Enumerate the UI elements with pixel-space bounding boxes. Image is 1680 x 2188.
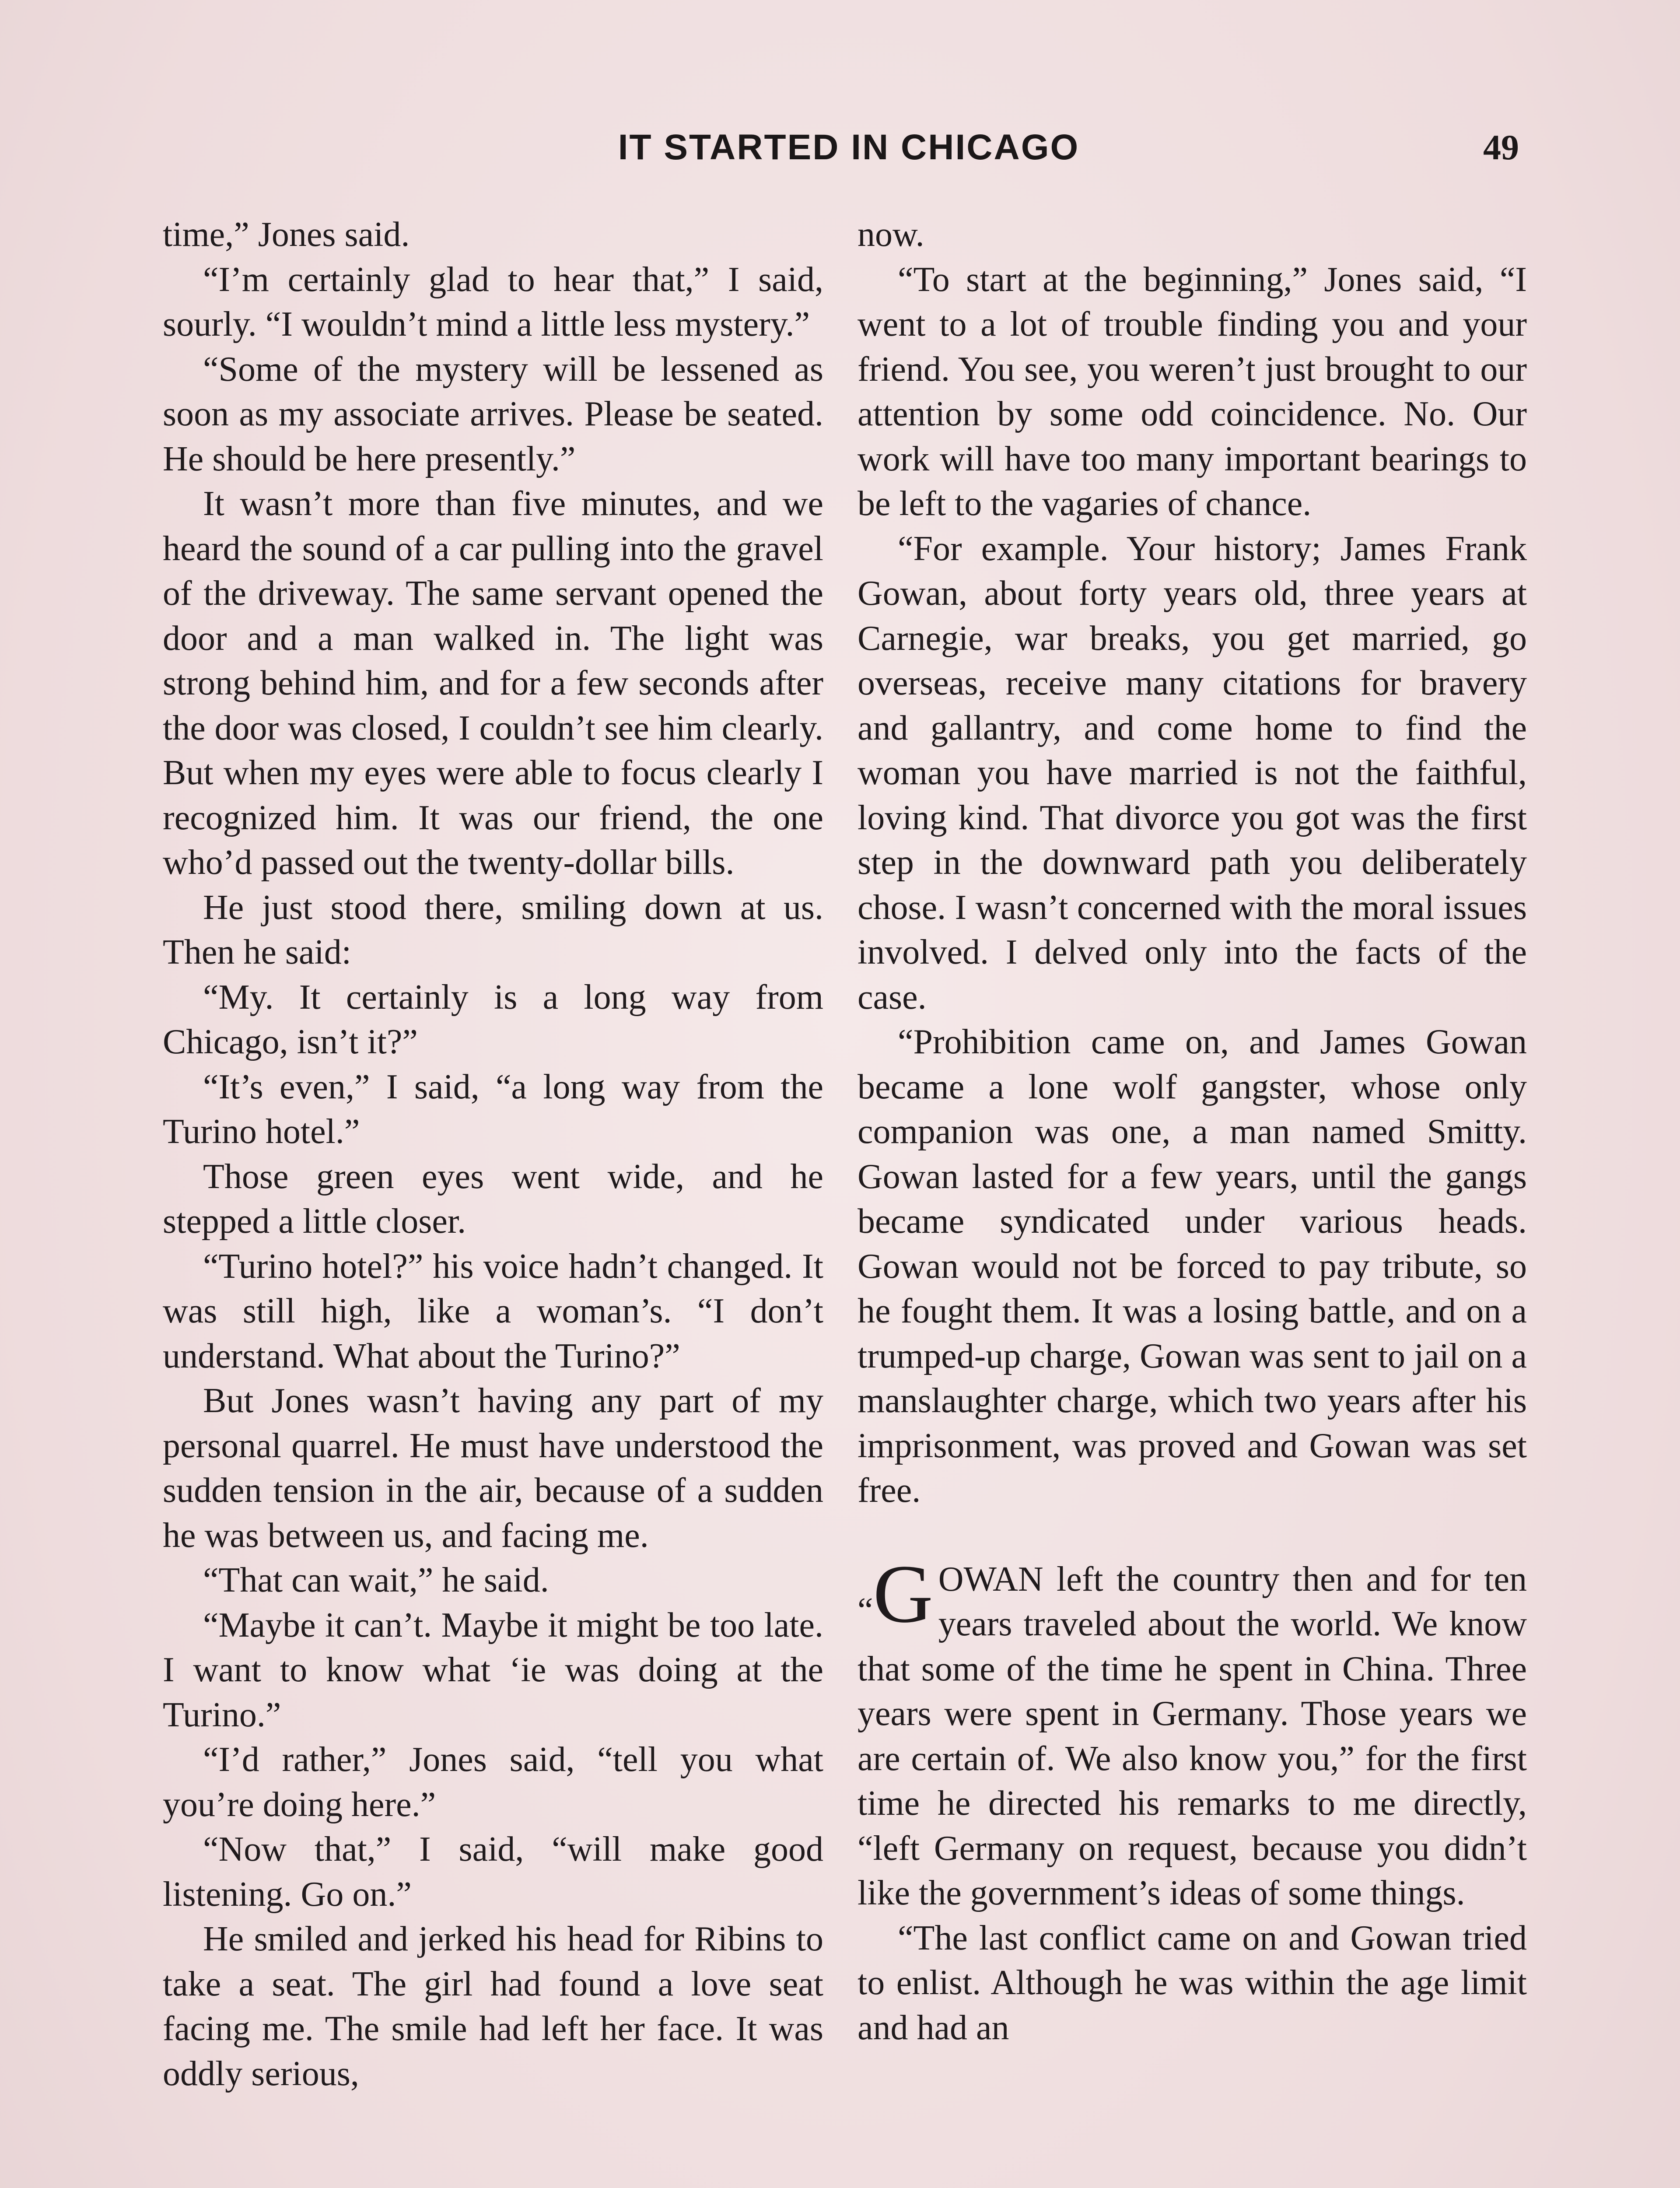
drop-cap-letter: G — [873, 1548, 933, 1640]
section-opening-text: OWAN left the country then and for ten years traveled about the world. We know that some of the time he spent in China. Three years were spent in Germany. Those years we are certain of. We also know you,” for the first time he directed his remarks to me directly, “left Germany on request, because you didn’t like the government’s ideas of some things. — [858, 1560, 1527, 1912]
left-column — [163, 212, 823, 2096]
paragraph: “It’s even,” I said, “a long way from the Turino hotel.” — [163, 1067, 823, 1151]
paragraph: time,” Jones said. — [163, 215, 410, 254]
running-title: IT STARTED IN CHICAGO — [618, 127, 1080, 167]
paragraph: “I’d rather,” Jones said, “tell you what you’re doing here.” — [163, 1740, 823, 1824]
drop-cap-quote: “ — [858, 1591, 873, 1630]
paragraph: “Turino hotel?” his voice hadn’t changed. It was still high, like a woman’s. “I don’t understand. What about the Turino?” — [163, 1247, 823, 1375]
section-opening-paragraph — [858, 1548, 1527, 1916]
paragraph: Those green eyes went wide, and he stepped a little closer. — [163, 1157, 823, 1241]
paragraph: “Prohibition came on, and James Gowan became a lone wolf gangster, whose only companion was one, a man named Smitty. Gowan lasted for a few years, until the gangs became syndicated under various heads. Gowan would not be forced to pay tribute, so he fought them. It was a losing battle, and on a trumped-up charge, Gowan was sent to jail on a manslaughter charge, which two years after his imprisonment, was proved and Gowan was set free. — [858, 1023, 1527, 1510]
paragraph: “Maybe it can’t. Maybe it might be too late. I want to know what ‘ie was doing at the Turino.” — [163, 1606, 823, 1734]
paragraph: “The last conflict came on and Gowan tried to enlist. Although he was within the age limit and had an — [858, 1918, 1527, 2047]
paragraph: But Jones wasn’t having any part of my personal quarrel. He must have understood the sudden tension in the air, because of a sudden he was between us, and facing me. — [163, 1382, 823, 1555]
paragraph: now. — [858, 215, 924, 254]
paragraph: “That can wait,” he said. — [203, 1561, 549, 1599]
right-column — [858, 212, 1527, 2050]
paragraph: “For example. Your history; James Frank Gowan, about forty years old, three years at Carnegie, war breaks, you get married, go overseas, receive many citations for bravery and gallantry, and come home to find the woman you have married is not the faithful, loving kind. That divorce you got was the first step in the downward path you deliberately chose. I wasn’t concerned with the moral issues involved. I delved only into the facts of the case. — [858, 529, 1527, 1017]
drop-cap — [858, 1548, 933, 1643]
paragraph: He just stood there, smiling down at us. Then he said: — [163, 888, 823, 971]
paragraph: It wasn’t more than five minutes, and we heard the sound of a car pulling into the gravel of the driveway. The same servant opened the door and a man walked in. The light was strong behind him, and for a few seconds after the door was closed, I couldn’t see him clearly. But when my eyes were able to focus clearly I recognized him. It was our friend, the one who’d passed out the twenty-dollar bills. — [163, 484, 823, 882]
paragraph: “I’m certainly glad to hear that,” I said, sourly. “I wouldn’t mind a little less mystery.” — [163, 260, 823, 344]
page-number: 49 — [1483, 127, 1519, 167]
paragraph: “To start at the beginning,” Jones said, “I went to a lot of trouble finding you and your friend. You see, you weren’t just brought to our attention by some odd coincidence. No. Our work will have too many important bearings to be left to the vagaries of chance. — [858, 260, 1527, 523]
paragraph: “Some of the mystery will be lessened as soon as my associate arrives. Please be seated. He should be here presently.” — [163, 350, 823, 478]
paragraph: He smiled and jerked his head for Ribins to take a seat. The girl had found a love seat facing me. The smile had left her face. It was oddly serious, — [163, 1920, 823, 2093]
paragraph: “Now that,” I said, “will make good listening. Go on.” — [163, 1830, 823, 1914]
paragraph: “My. It certainly is a long way from Chicago, isn’t it?” — [163, 978, 823, 1061]
page-header — [0, 127, 1680, 175]
